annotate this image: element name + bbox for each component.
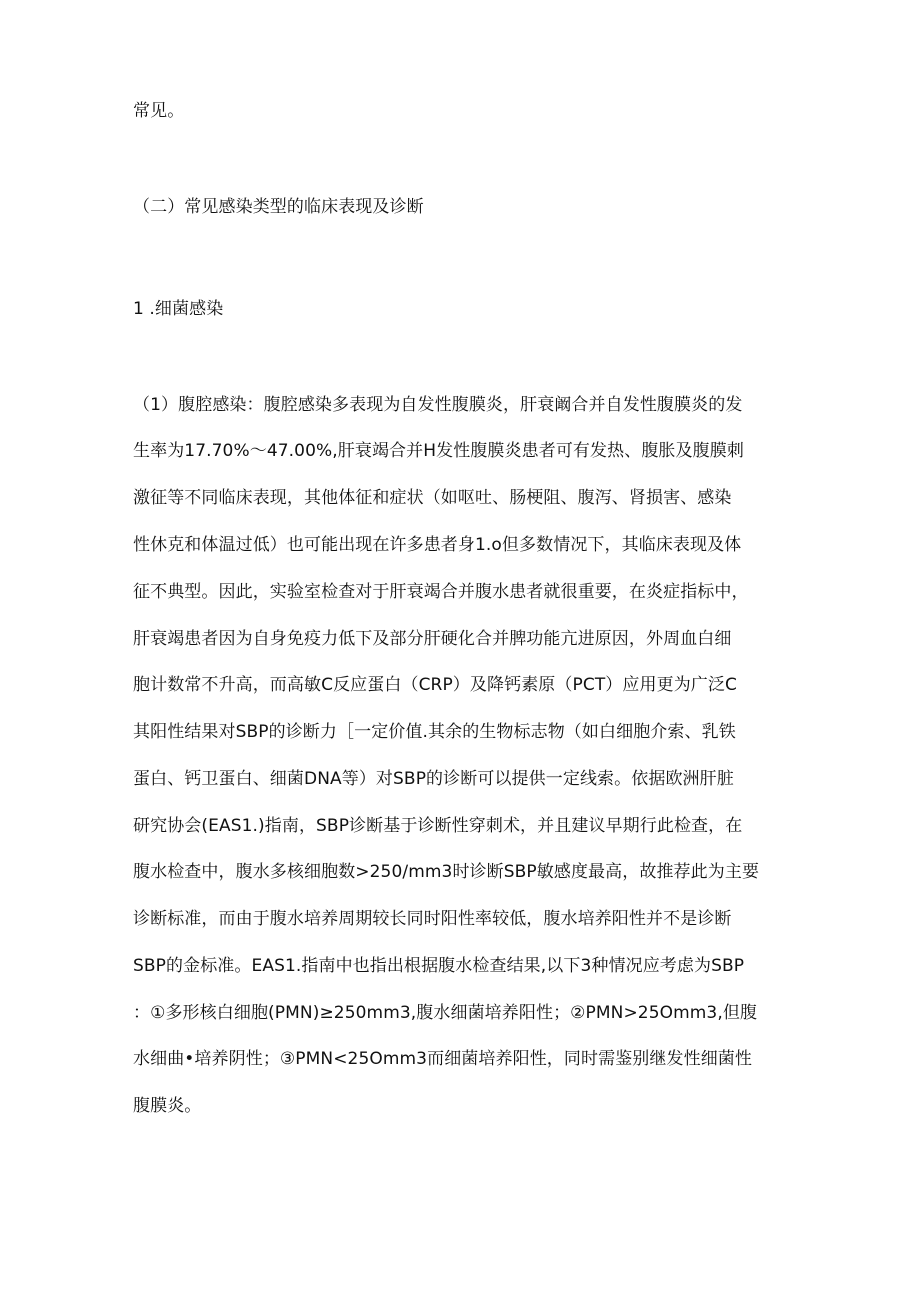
paragraph-line: 水细曲•培养阴性；③PMN<25Omm3而细菌培养阳性，同时需鉴别继发性细菌性 — [133, 1049, 752, 1069]
paragraph-line: 激征等不同临床表现，其他体征和症状（如呕吐、肠梗阻、腹泻、肾损害、感染 — [133, 488, 732, 508]
paragraph-line: 性休克和体温过低）也可能出现在许多患者身1.o但多数情况下，其临床表现及体 — [133, 535, 742, 555]
paragraph-line: SBP的金标准。EAS1.指南中也指出根据腹水检查结果,以下3种情况应考虑为SBP — [133, 956, 745, 976]
paragraph-line: 腹水检查中，腹水多核细胞数>250∕mm3时诊断SBP敏感度最高，故推荐此为主要 — [133, 862, 760, 882]
paragraph-line: 诊断标准，而由于腹水培养周期较长同时阳性率较低，腹水培养阳性并不是诊断 — [133, 909, 732, 929]
paragraph-line: 肝衰竭患者因为自身免疫力低下及部分肝硬化合并脾功能亢进原因，外周血白细 — [133, 629, 732, 649]
section-heading: （二）常见感染类型的临床表现及诊断 — [133, 197, 424, 217]
paragraph-line: 胞计数常不升高，而高敏C反应蛋白（CRP）及降钙素原（PCT）应用更为广泛C — [133, 675, 737, 695]
paragraph-line: 蛋白、钙卫蛋白、细菌DNA等）对SBP的诊断可以提供一定线索。依据欧洲肝脏 — [133, 769, 734, 789]
paragraph-line: 腹膜炎。 — [133, 1096, 202, 1116]
subsection-heading: 1 .细菌感染 — [133, 299, 224, 319]
paragraph-line: 其阳性结果对SBP的诊断力［一定价值.其余的生物标志物（如白细胞介索、乳铁 — [133, 722, 736, 742]
paragraph-line: 研究协会(EAS1.)指南，SBP诊断基于诊断性穿刺术，并且建议早期行此检查，在 — [133, 816, 743, 836]
paragraph-line: 生率为17.70%～47.00%,肝衰竭合并H发性腹膜炎患者可有发热、腹胀及腹膜刺 — [133, 441, 744, 461]
paragraph-line: ：①多形核白细胞(PMN)≥250mm3,腹水细菌培养阳性；②PMN>25Omm3,但腹 — [133, 1003, 758, 1023]
intro-fragment: 常见。 — [133, 101, 185, 121]
paragraph-line: （1）腹腔感染：腹腔感染多表现为自发性腹膜炎，肝衰阚合并自发性腹膜炎的发 — [133, 395, 743, 415]
paragraph-line: 征不典型。因此，实验室检查对于肝衰竭合并腹水患者就很重要，在炎症指标中， — [133, 582, 749, 602]
